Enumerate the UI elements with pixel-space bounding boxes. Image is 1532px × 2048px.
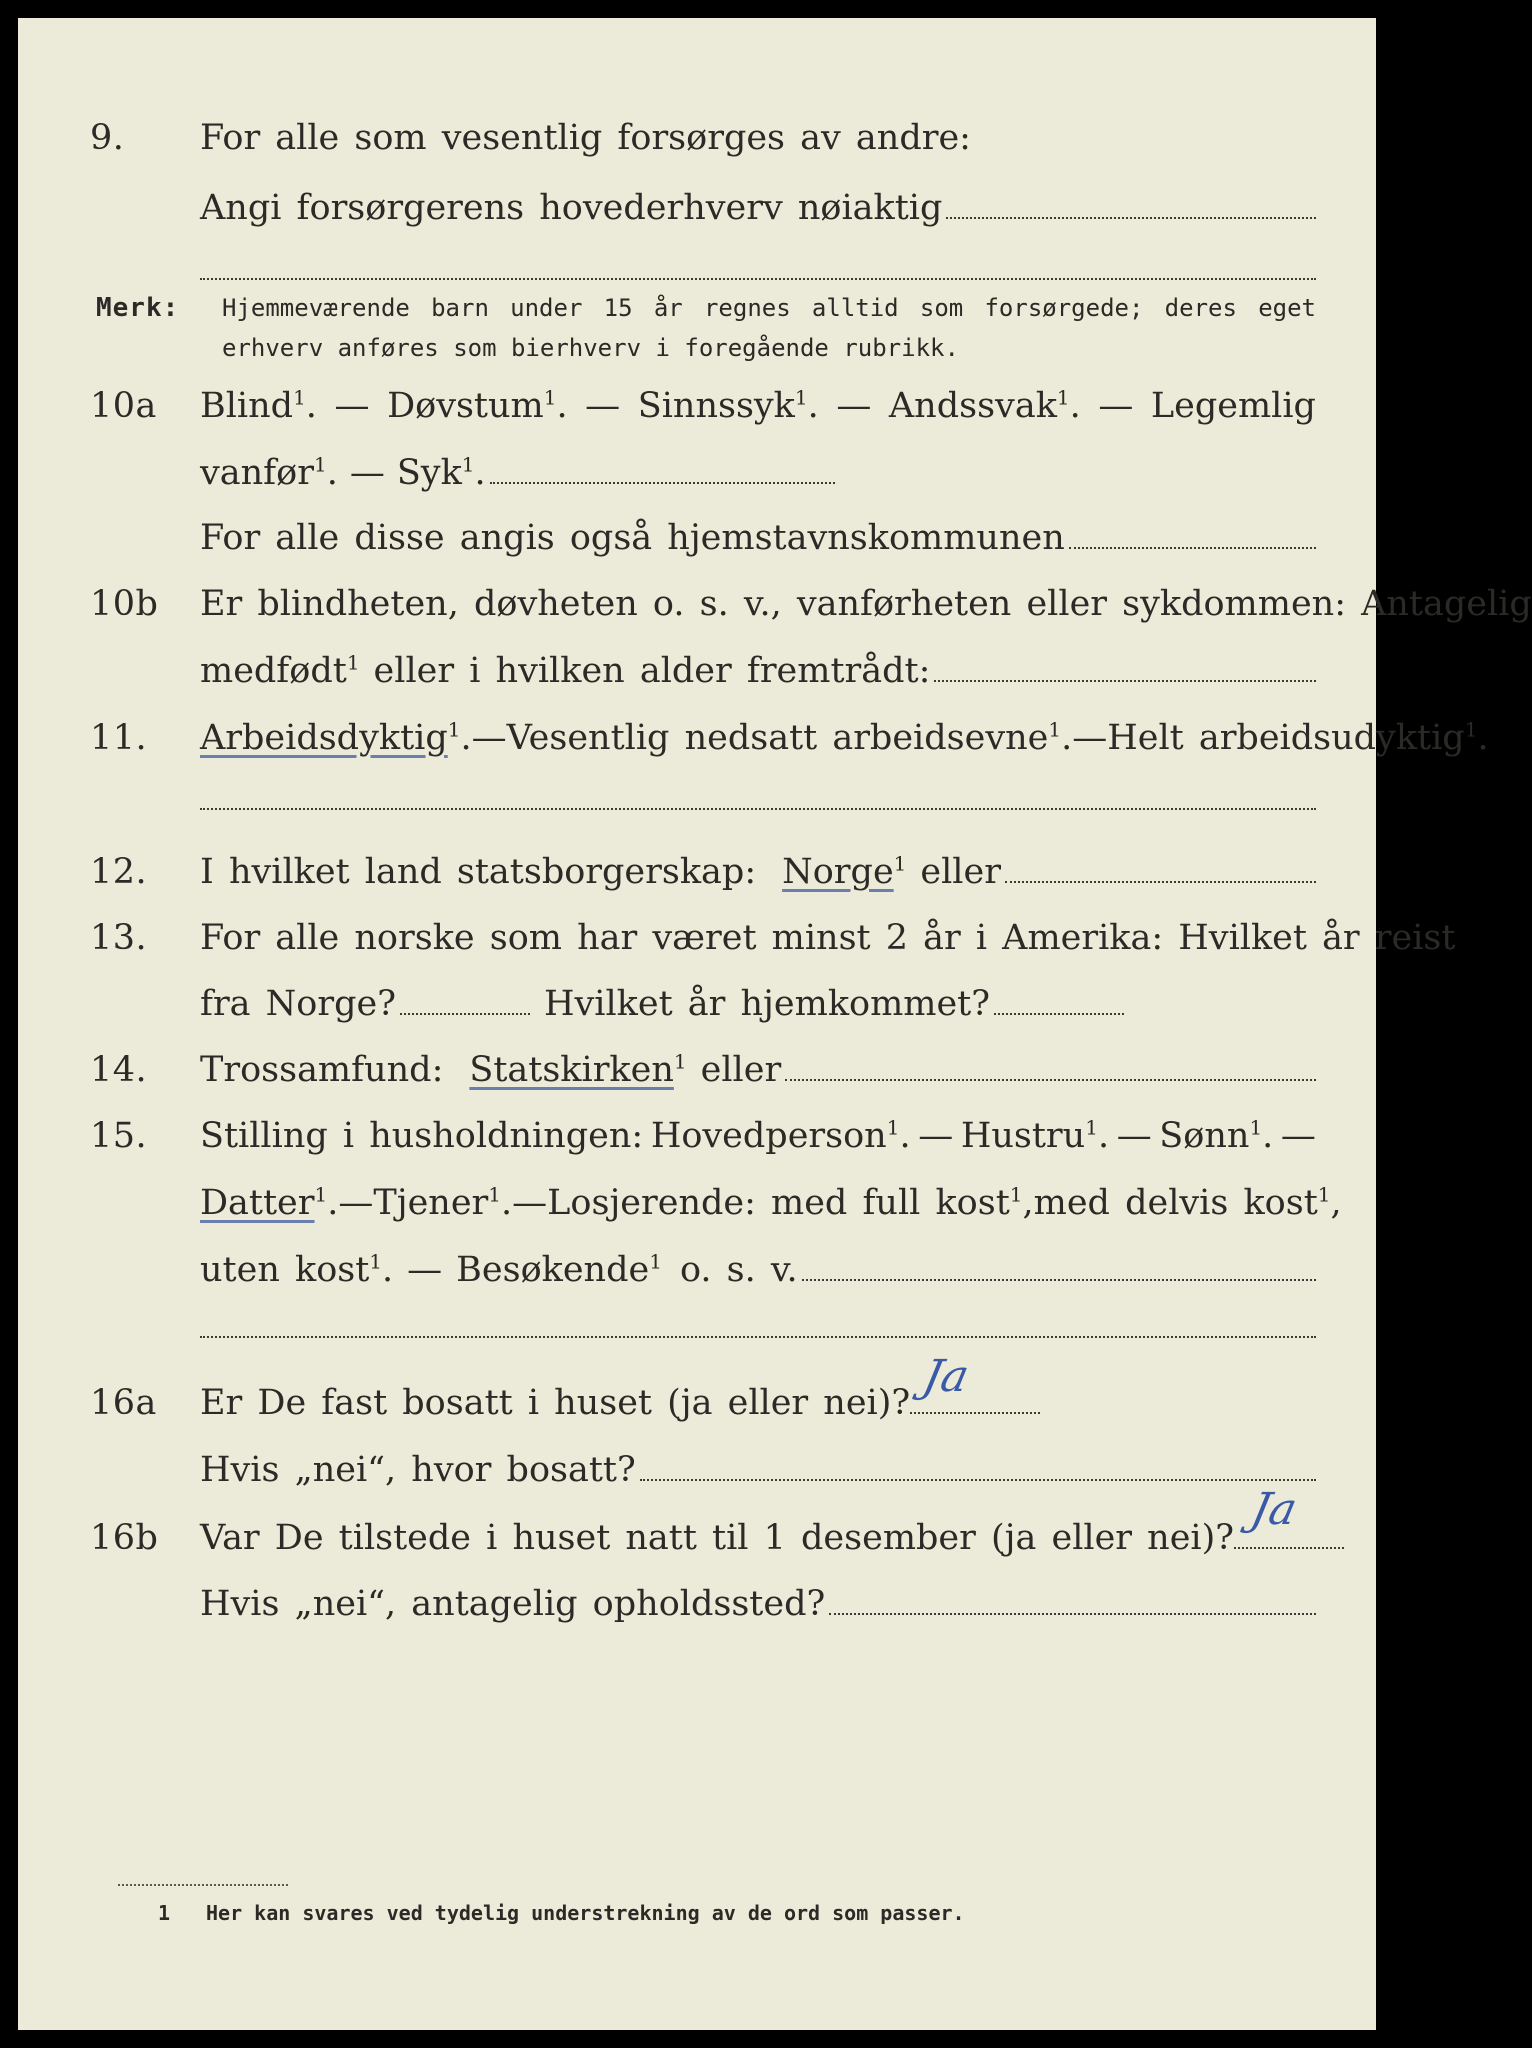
q15-row-1 [18, 1106, 1376, 1166]
option-datter[interactable]: Datter$^1$. [200, 1182, 339, 1223]
q13-reist-label: fra Norge? [200, 984, 396, 1024]
q15-osv: o. s. v. [679, 1250, 798, 1290]
q16a-line1 [200, 1350, 1316, 1433]
q16b-row-1 [18, 1483, 1376, 1568]
q15-row-3 [18, 1240, 1376, 1300]
q16b-answer-field[interactable] [1234, 1483, 1344, 1550]
dash: — [836, 386, 872, 426]
option-sonn[interactable]: Sønn$^1$. [1159, 1115, 1274, 1156]
dash: — [585, 386, 621, 426]
q14-row [18, 1040, 1376, 1100]
q13-hjem-field[interactable] [994, 982, 1124, 1016]
q10a-line2 [200, 443, 1316, 503]
q15-line3 [200, 1240, 1316, 1300]
q15-number: 15. [90, 1116, 148, 1156]
q16a-line2 [200, 1440, 1316, 1500]
dash: — [349, 453, 385, 493]
option-hustru[interactable]: Hustru$^1$. [960, 1115, 1110, 1156]
q11-extra-line[interactable] [200, 808, 1316, 810]
q9-line1 [200, 108, 1316, 168]
q16a-handwritten-answer: Ja [918, 1350, 974, 1402]
q12-row [18, 842, 1376, 902]
q13-number: 13. [90, 918, 148, 958]
option-udyktig[interactable]: Helt arbeidsudyktig$^1$. [1107, 717, 1489, 758]
q15-field[interactable] [802, 1248, 1316, 1282]
option-vanfor[interactable]: vanfør$^1$. [200, 452, 338, 493]
dash: — [512, 1183, 548, 1223]
q16b-handwritten-answer: Ja [1246, 1483, 1302, 1535]
q10a-line3 [200, 508, 1316, 568]
q16a-answer-field[interactable] [910, 1350, 1040, 1415]
option-losjerende-full[interactable]: Losjerende: med full kost$^1$, [547, 1182, 1034, 1223]
q9-answer-field[interactable] [946, 186, 1316, 220]
q10b-line1-text: Er blindheten, døvheten o. s. v., vanførheten eller sykdommen: Antagelig [200, 584, 1532, 624]
q14-label: Trossamfund: [200, 1050, 444, 1090]
footnote-mark: 1 [158, 1901, 171, 1925]
q16b-opholdssted-label: Hvis „nei“, antagelig opholdssted? [200, 1584, 826, 1624]
q14-field[interactable] [785, 1048, 1316, 1082]
q10b-line2 [200, 641, 1316, 701]
q14-line [200, 1040, 1316, 1100]
q9-line1-text: For alle som vesentlig forsørges av andre: [200, 118, 971, 158]
q10a-row-3 [18, 508, 1376, 568]
q12-line [200, 842, 1316, 902]
q16a-number: 16a [90, 1383, 157, 1423]
option-tjener[interactable]: Tjener$^1$. [373, 1182, 513, 1223]
q16b-row-2 [18, 1574, 1376, 1634]
q9-row-1 [18, 108, 1376, 168]
q11-row [18, 708, 1489, 768]
q16b-opholdssted-field[interactable] [829, 1582, 1316, 1616]
q16a-row-2 [18, 1440, 1376, 1500]
q13-hjem-label: Hvilket år hjemkommet? [544, 984, 991, 1024]
option-andssvak[interactable]: Andssvak$^1$. [888, 385, 1081, 426]
q10a-number: 10a [90, 386, 157, 426]
q15-extra-line[interactable] [200, 1336, 1316, 1338]
footnote-divider [118, 1884, 288, 1886]
option-legemlig[interactable]: Legemlig [1150, 386, 1316, 426]
q16a-question: Er De fast bosatt i huset (ja eller nei)? [200, 1383, 911, 1423]
q16b-line1 [200, 1483, 1316, 1568]
q11-line [200, 708, 1489, 768]
q13-row-1 [18, 908, 1456, 968]
dash: — [471, 718, 507, 758]
q16a-bosatt-field[interactable] [640, 1448, 1316, 1482]
q10a-hjemstavn-label: For alle disse angis også hjemstavnskommunen [200, 518, 1065, 558]
q16a-row-1 [18, 1350, 1376, 1433]
q10b-alder-label: eller i hvilken alder fremtrådt: [373, 651, 931, 691]
q10b-row-2 [18, 641, 1376, 701]
q16b-question: Var De tilstede i huset natt til 1 desember (ja eller nei)? [200, 1518, 1235, 1558]
dash: — [1072, 718, 1108, 758]
dash: — [334, 386, 370, 426]
q15-row-2 [18, 1173, 1376, 1233]
q10b-row-1 [18, 574, 1532, 634]
option-dovstum[interactable]: Døvstum$^1$. [387, 385, 568, 426]
q13-line1 [200, 908, 1456, 968]
merk-label: Merk: [96, 293, 180, 323]
dash: — [1280, 1116, 1316, 1156]
q16a-bosatt-label: Hvis „nei“, hvor bosatt? [200, 1450, 636, 1490]
q15-line2 [200, 1173, 1342, 1233]
option-statskirken[interactable]: Statskirken$^1$ [469, 1049, 687, 1090]
option-syk[interactable]: Syk$^1$. [396, 452, 486, 493]
q10b-number: 10b [90, 584, 159, 624]
q10a-syk-field[interactable] [490, 451, 835, 485]
option-nedsatt[interactable]: Vesentlig nedsatt arbeidsevne$^1$. [506, 717, 1073, 758]
option-medfodt[interactable]: medfødt$^1$ [200, 650, 360, 691]
q10a-row-1 [18, 376, 1376, 436]
option-arbeidsdyktig[interactable]: Arbeidsdyktig$^1$. [200, 717, 472, 758]
q10a-hjemstavn-field[interactable] [1069, 516, 1316, 550]
q9-number: 9. [90, 118, 125, 158]
q9-line2-text: Angi forsørgerens hovederhverv nøiaktig [200, 188, 943, 228]
q12-eller: eller [920, 852, 1001, 892]
q10b-line1 [200, 574, 1532, 634]
q13-row-2 [18, 974, 1376, 1034]
q16b-number: 16b [90, 1518, 159, 1558]
q11-number: 11. [90, 718, 148, 758]
q14-number: 14. [90, 1050, 148, 1090]
q15-line1 [200, 1106, 1316, 1166]
dash: — [1116, 1116, 1152, 1156]
option-losjerende-delvis[interactable]: med delvis kost$^1$, [1033, 1182, 1342, 1223]
q12-country-field[interactable] [1005, 850, 1316, 884]
dash: — [407, 1250, 443, 1290]
q10a-row-2 [18, 443, 1376, 503]
q10a-line1 [200, 376, 1316, 436]
q10b-alder-field[interactable] [934, 649, 1316, 683]
q12-number: 12. [90, 852, 148, 892]
dash: — [338, 1183, 374, 1223]
option-norge[interactable]: Norge$^1$ [782, 851, 907, 892]
option-besokende[interactable]: Besøkende$^1$ [456, 1249, 662, 1290]
footnote [158, 1901, 965, 1925]
q13-reist-field[interactable] [400, 982, 530, 1016]
option-hovedperson[interactable]: Hovedperson$^1$. [650, 1115, 911, 1156]
q9-extra-line[interactable] [200, 278, 1316, 280]
q12-label: I hvilket land statsborgerskap: [200, 852, 757, 892]
option-uten-kost[interactable]: uten kost$^1$. [200, 1249, 394, 1290]
census-form-page [18, 18, 1532, 2030]
dash: — [1098, 386, 1134, 426]
footnote-text: Her kan svares ved tydelig understrekning av de ord som passer. [206, 1901, 965, 1925]
q9-line2 [200, 178, 1316, 238]
q15-label: Stilling i husholdningen: [200, 1116, 644, 1156]
q9-row-2 [18, 178, 1376, 238]
q16b-line2 [200, 1574, 1316, 1634]
merk-text: Hjemmeværende barn under 15 år regnes alltid som forsørgede; deres eget erhverv anføres som bierhverv i foregående rubrikk. [222, 294, 1316, 362]
option-sinnssyk[interactable]: Sinnssyk$^1$. [637, 385, 819, 426]
dash: — [918, 1116, 954, 1156]
q13-line1-text: For alle norske som har været minst 2 år i Amerika: Hvilket år reist [200, 918, 1456, 958]
option-blind[interactable]: Blind$^1$. [200, 385, 317, 426]
q13-line2 [200, 974, 1316, 1034]
q14-eller: eller [700, 1050, 782, 1090]
